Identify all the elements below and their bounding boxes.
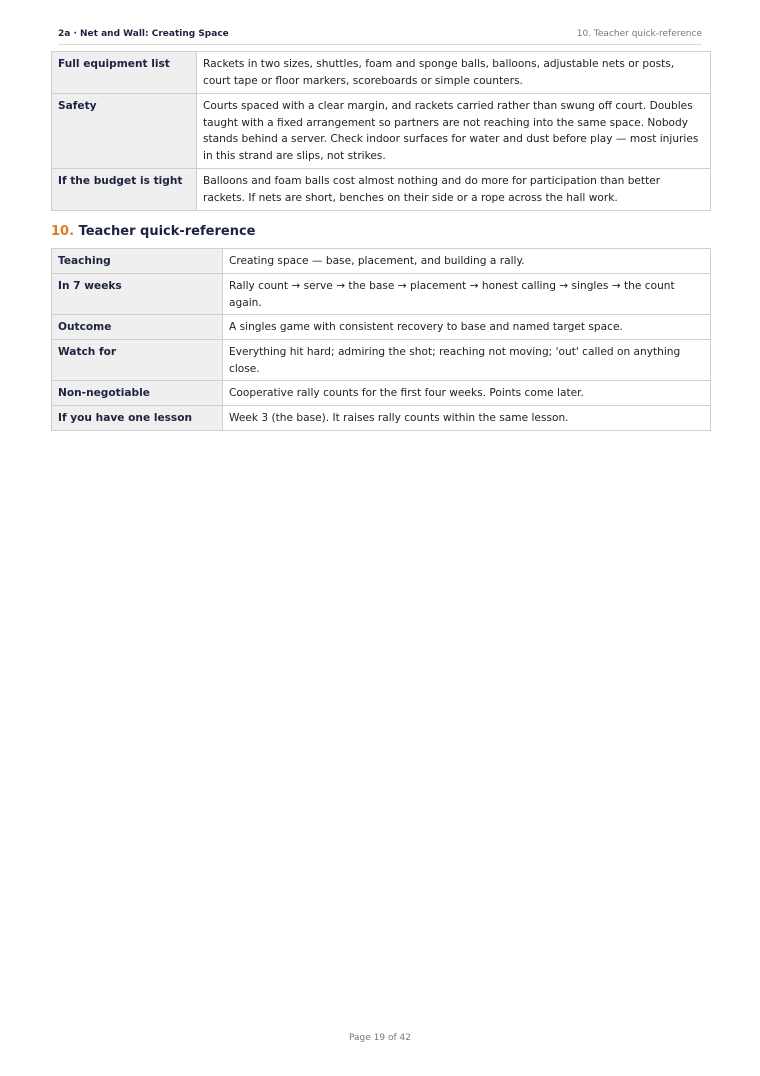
row-value: Week 3 (the base). It raises rally counts within the same lesson. [223,406,711,431]
row-value: Balloons and foam balls cost almost nothing and do more for participation than better rackets. If nets are short, benches on their side or a rope across the hall work. [197,169,711,211]
table-row [52,274,711,315]
row-value: Courts spaced with a clear margin, and rackets carried rather than swung off court. Doubles taught with a fixed arrangement so partners are not reaching into the same space. Nobody stands behind a server. Check indoor surfaces for water and dust before play — most injuries in this strand are slips, not strikes. [197,94,711,169]
section-number: 10. [51,224,75,239]
page-number: Page 19 of 42 [349,1033,411,1043]
row-label: Outcome [52,315,223,340]
section-heading [51,224,255,239]
row-label: Safety [52,94,197,169]
table-row [52,169,711,211]
table-row [52,315,711,340]
table-row [52,406,711,431]
running-header [58,28,702,45]
section-title: Teacher quick-reference [78,224,256,239]
row-label: Non-negotiable [52,381,223,406]
table-row [52,52,711,94]
row-label: Full equipment list [52,52,197,94]
equipment-safety-table [51,51,711,211]
row-label: In 7 weeks [52,274,223,315]
section-indicator: 10. Teacher quick-reference [576,29,702,39]
row-label: If the budget is tight [52,169,197,211]
table-row [52,340,711,381]
document-title: 2a · Net and Wall: Creating Space [58,29,229,39]
row-value: A singles game with consistent recovery to base and named target space. [223,315,711,340]
quick-reference-table [51,248,711,431]
table-row [52,381,711,406]
row-value: Everything hit hard; admiring the shot; reaching not moving; 'out' called on anything close. [223,340,711,381]
row-value: Cooperative rally counts for the first four weeks. Points come later. [223,381,711,406]
row-label: If you have one lesson [52,406,223,431]
row-value: Rackets in two sizes, shuttles, foam and sponge balls, balloons, adjustable nets or posts, court tape or floor markers, scoreboards or simple counters. [197,52,711,94]
table-row [52,94,711,169]
table-row [52,249,711,274]
row-label: Teaching [52,249,223,274]
row-value: Creating space — base, placement, and building a rally. [223,249,711,274]
row-label: Watch for [52,340,223,381]
row-value: Rally count → serve → the base → placement → honest calling → singles → the count again. [223,274,711,315]
